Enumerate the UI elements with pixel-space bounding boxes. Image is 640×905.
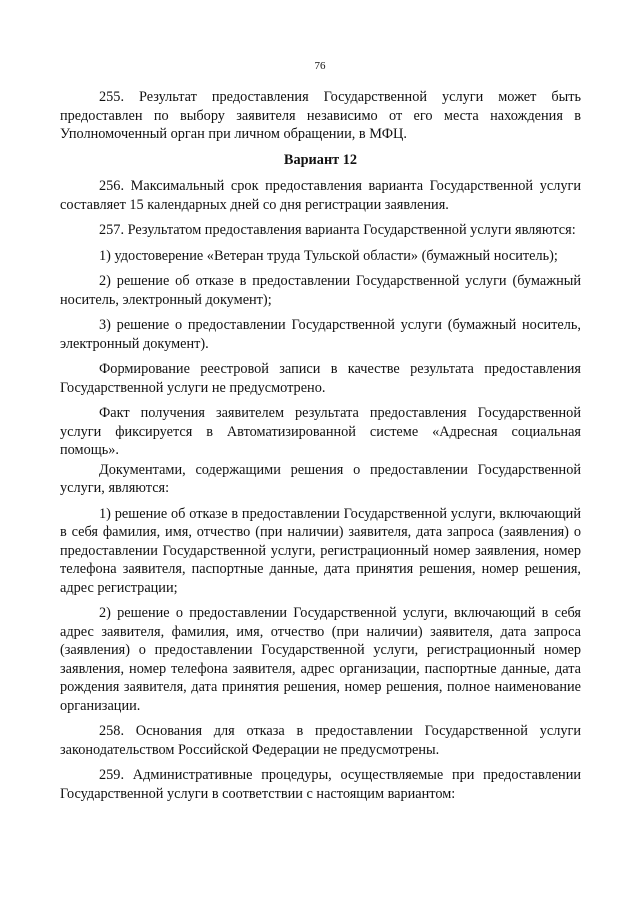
list-item-result-3: 3) решение о предоставлении Государственной услуги (бумажный носитель, электронный документ). (60, 317, 581, 352)
paragraph-decision-documents: Документами, содержащими решения о предоставлении Государственной услуги, являются: (60, 461, 581, 496)
paragraph-result-receipt: Факт получения заявителем результата предоставления Государственной услуги фиксируется в Автоматизированной системе «Адресная социальная помощь». (60, 405, 581, 458)
paragraph-258: 258. Основания для отказа в предоставлении Государственной услуги законодательством Российской Федерации не предусмотрены. (60, 723, 581, 758)
paragraph-registry-record: Формирование реестровой записи в качестве результата предоставления Государственной услуги не предусмотрено. (60, 361, 581, 396)
paragraph-259: 259. Административные процедуры, осуществляемые при предоставлении Государственной услуги в соответствии с настоящим вариантом: (60, 767, 581, 802)
list-item-result-2: 2) решение об отказе в предоставлении Государственной услуги (бумажный носитель, электронный документ); (60, 273, 581, 308)
list-item-document-1: 1) решение об отказе в предоставлении Государственной услуги, включающий в себя фамилия, имя, отчество (при наличии) заявителя, дата запроса (заявления) о предоставлении Государственной услуги, регистрационный номер заявления, номер телефона заявителя, паспортные данные, дата принятия решения, номер решения, адрес регистрации; (60, 505, 581, 596)
paragraph-256: 256. Максимальный срок предоставления варианта Государственной услуги составляет 15 календарных дней со дня регистрации заявления. (60, 178, 581, 213)
paragraph-255: 255. Результат предоставления Государственной услуги может быть предоставлен по выбору заявителя независимо от его места нахождения в Уполномоченный орган при личном обращении, в МФЦ. (60, 89, 581, 142)
list-item-result-1: 1) удостоверение «Ветеран труда Тульской области» (бумажный носитель); (99, 247, 558, 264)
paragraph-257: 257. Результатом предоставления варианта Государственной услуги являются: (99, 222, 576, 238)
page-number: 76 (314, 60, 326, 72)
list-item-document-2: 2) решение о предоставлении Государственной услуги, включающий в себя адрес заявителя, фамилия, имя, отчество (при наличии) заявителя, дата запроса (заявления) о предоставлении Государственной услуги, регистрационный номер заявления, номер телефона заявителя, адрес организации, паспортные данные, дата рождения заявителя, дата принятия решения, номер решения, полное наименование организации. (60, 605, 581, 714)
section-heading-variant-12: Вариант 12 (283, 151, 358, 168)
document-body (60, 88, 581, 810)
